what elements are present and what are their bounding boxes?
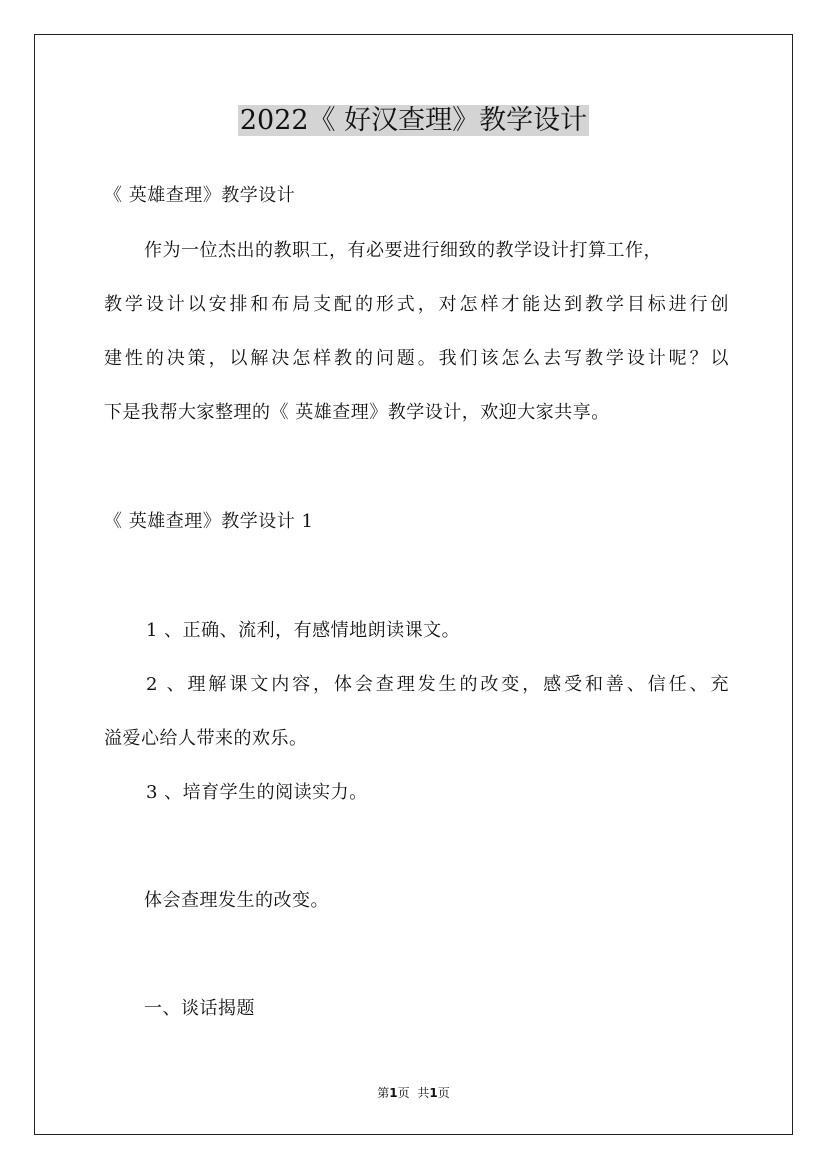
objective-2: 2 、理解课文内容，体会查理发生的改变，感受和善、信任、充 [146,674,729,695]
objective-1: 1 、正确、流利，有感情地朗读课文。 [146,620,461,641]
objective-3: 3 、培育学生的阅读实力。 [146,782,368,803]
intro-line-1: 作为一位杰出的教职工，有必要进行细致的教学设计打算工作， [144,240,662,261]
document-title-container [0,100,827,142]
document-subtitle: 《 英雄查理》教学设计 [104,185,296,206]
footer-total-number: 1 [429,1086,438,1100]
intro-line-4: 下是我帮大家整理的《 英雄查理》教学设计，欢迎大家共享。 [104,402,610,423]
footer-page-suffix: 页 [397,1086,410,1100]
key-point: 体会查理发生的改变。 [144,890,329,911]
step-heading: 一、谈话揭题 [144,998,255,1019]
footer-total-prefix: 共 [417,1086,430,1100]
intro-line-2: 教学设计以安排和布局支配的形式，对怎样才能达到教学目标进行创 [104,294,729,315]
footer-page-number: 1 [389,1086,398,1100]
document-title: 2022《 好汉查理》教学设计 [239,105,588,136]
footer-page-prefix: 第 [377,1086,390,1100]
section-heading: 《 英雄查理》教学设计 1 [104,511,314,532]
footer-total-suffix: 页 [437,1086,450,1100]
intro-line-3: 建性的决策，以解决怎样教的问题。我们该怎么去写教学设计呢？以 [104,348,729,369]
objective-2-continued: 溢爱心给人带来的欢乐。 [104,728,308,749]
page-footer [0,1084,827,1101]
